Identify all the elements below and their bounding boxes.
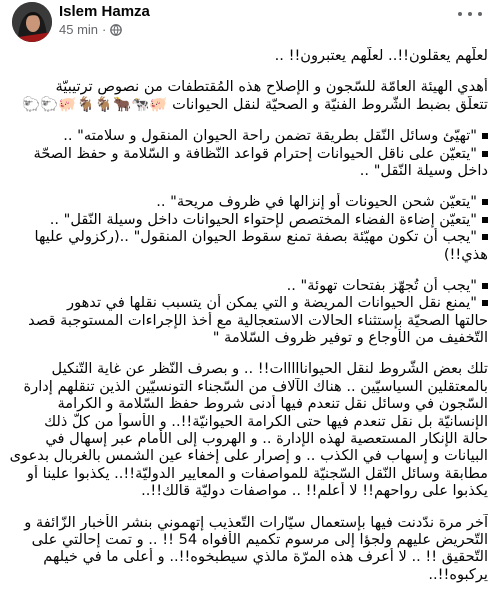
avatar-photo (12, 2, 52, 42)
text-line (8, 482, 488, 499)
line-text: "يجب أن تكون مهيّئة بصفة تمنع سقوط الحيوان المنقول" ..(ركزولي عليها (34, 228, 477, 246)
text-line (8, 395, 488, 412)
text-line (8, 378, 488, 395)
text-line (8, 531, 488, 548)
line-text: التّحقيق !! .. لا أعرف هذه المرّة مالذي سيطبخوه!!.. و أعلى ما في خيلهم (43, 548, 488, 566)
post-time[interactable]: 45 min (59, 22, 99, 37)
bullet-icon (482, 217, 488, 223)
bullet-line (8, 211, 488, 228)
line-text: تلك بعض الشّروط لنقل الحيوانااااات!! .. و بصرف النّظر عن غاية التّنكيل (51, 360, 488, 378)
line-text: أُهدي الهيئة العامّة للسّجون و الإصلاح هذه المُقتطفات من نصوص ترتيبيّة (55, 78, 488, 96)
text-line (8, 312, 488, 329)
text-line (8, 47, 488, 64)
text-line (8, 96, 488, 113)
paragraph-gap (8, 179, 488, 193)
text-line (8, 78, 488, 95)
text-line (8, 162, 488, 179)
text-line (8, 360, 488, 377)
line-text: لعلّهم يعقلون!!.. لعلّهم يعتبرون!! .. (274, 47, 488, 64)
post-meta (59, 22, 122, 37)
paragraph-gap (8, 500, 488, 514)
paragraph-gap (8, 263, 488, 277)
bullet-icon (482, 199, 488, 205)
line-text: يكذبوا على رواحهم!! لا أعلم!! .. مواصفات دوليّة قالك!!.. (141, 482, 488, 500)
line-text: الإنسانيّة بل نقل تنعدم فيها حتى الكرامة الحيوانيّة!!.. و الأسوأ من كلّ ذلك (44, 412, 488, 430)
line-text: بالمعتقلين السياسيّين .. هناك الآلاف من السّجناء التونسيّين الذين تنقلهم إدارة (23, 377, 488, 395)
globe-icon[interactable] (110, 24, 122, 36)
bullet-line (8, 145, 488, 162)
line-text: "يجب أن تُجهّز بفتحات تهوئة" .. (286, 276, 477, 294)
bullet-icon (482, 151, 488, 157)
line-text: حالتها الصحيّة بإستثناء الحالات الاستعجالية مع أخذ الإجراءات المستوجبة قصد (28, 311, 488, 329)
text-line (8, 566, 488, 583)
more-options-icon[interactable] (458, 6, 482, 22)
bullet-line (8, 127, 488, 144)
text-line (8, 329, 488, 346)
line-text: "تهيّئ وسائل النّقل بطريقة تضمن راحة الحيوان المنقول و سلامته" .. (63, 127, 477, 145)
line-text: التّحريض عليهم ولجؤا إلى مرسوم تكميم الأفواه 54 !! .. و تمت إحالتي على (31, 530, 488, 548)
text-line (8, 447, 488, 464)
bullet-line (8, 277, 488, 294)
line-text: يركبوه!!.. (428, 565, 488, 583)
line-text: التّخفيف من الأوجاع و توفير ظروف السّلامة " (212, 329, 488, 347)
bullet-icon (482, 300, 488, 306)
line-text: "يتعيّن شحن الحيونات أو إنزالها في ظروف مريحة" .. (156, 193, 477, 211)
text-line (8, 514, 488, 531)
bullet-icon (482, 133, 488, 139)
line-text: "يتعيّن إضاءة الفضاء المختصص لإحتواء الحيوانات داخل وسيلة النّقل" .. (49, 210, 477, 228)
post-header (0, 0, 496, 40)
author-avatar[interactable] (12, 2, 52, 42)
paragraph-gap (8, 113, 488, 127)
author-name[interactable]: Islem Hamza (59, 3, 150, 20)
text-line (8, 413, 488, 430)
paragraph-gap (8, 64, 488, 78)
text-line (8, 465, 488, 482)
text-line (8, 246, 488, 263)
line-text: داخل وسيلة النّقل" .. (359, 161, 488, 179)
paragraph-gap (8, 346, 488, 360)
bullet-line (8, 193, 488, 210)
line-text: هذي!!) (443, 245, 488, 263)
meta-separator: · (102, 22, 107, 37)
line-text: آخر مرة ندّدنت فيها بإستعمال سيّارات التّعذيب إتهموني بنشر الأخبار الزّائفة و (24, 513, 488, 531)
line-text: مطابقة وسائل النّقل السّجنيّة للمواصفات و المعايير الدوليّة!!.. يكذبوا علينا أو (26, 464, 488, 482)
line-text: "يمنع نقل الحيوانات المريضة و التي يمكن أن يتسبب نقلها في تدهور (67, 294, 477, 312)
bullet-icon (482, 234, 488, 240)
line-text: "يتعيّن على ناقل الحيوانات إحترام قواعد النّظافة و السّلامة و حفظ الصحّة (33, 144, 477, 162)
line-text: السّجون في وسائل نقل تنعدم فيها أدنى شروط حفظ السّلامة و الكرامة (57, 395, 488, 413)
bullet-line (8, 294, 488, 311)
text-line (8, 548, 488, 565)
line-text: البيانات و إسهاب في الكذب .. و إصرار على إخفاء عين الشمس بالغربال بدعوى (9, 447, 488, 465)
line-text: حالة الإنكار المستعصية لهذه الإدارة .. و الهروب إلى الأمام عبر إسهال في (45, 430, 488, 448)
text-line (8, 430, 488, 447)
bullet-icon (482, 283, 488, 289)
bullet-line (8, 228, 488, 245)
post-body (8, 47, 488, 600)
line-text: تتعلّق بضبط الشّروط الفنيّة و الصحيّة لنقل الحيوانات 🐖🐄🐂🐐🐐🐖🐑🐑 (22, 95, 488, 113)
